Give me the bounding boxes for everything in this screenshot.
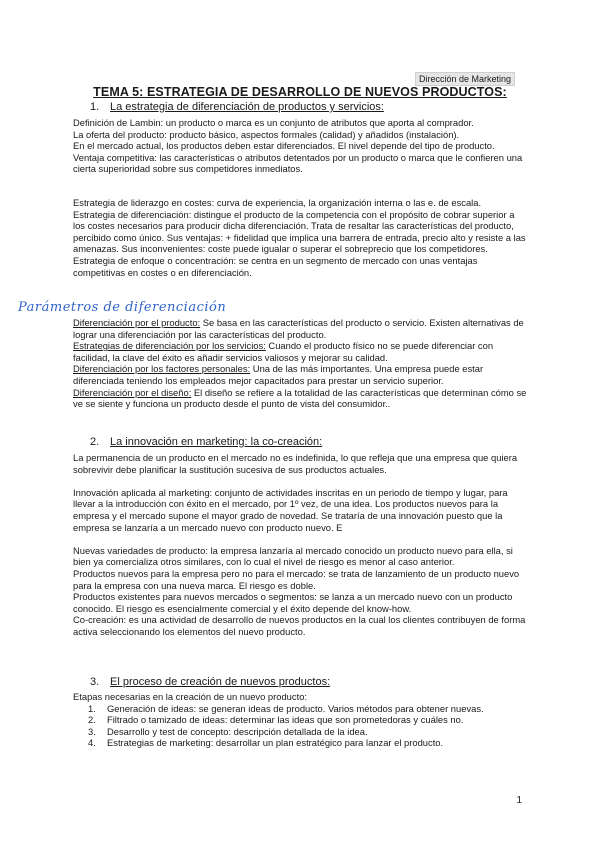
paragraph: Innovación aplicada al marketing: conjunto de actividades inscritas en un periodo de tiempo y lugar, para llevar a la introducción con éxito en el mercado, por 1º vez, de una idea. Los productos nuevos para la empresa y el mercado supone el mayor grado de novedad. Se trataría de una innovación puesto que la empresa se lanzaría a un mercado nuevo con producto nuevo. E <box>73 486 508 533</box>
section-3-body <box>73 691 528 749</box>
section-3-heading <box>90 676 330 688</box>
section-2-title: La innovación en marketing: la co-creación: <box>110 436 323 448</box>
parameter-item <box>73 317 528 340</box>
step-number: 2. <box>88 714 96 726</box>
paragraph: Productos existentes para nuevos mercados o segmentos: se lanza a un mercado nuevo con un producto conocido. El riesgo es esencialmente comercial y el éxito depende del know-how. <box>73 591 513 614</box>
step-number: 1. <box>88 702 96 714</box>
list-item <box>73 737 528 749</box>
paragraph: Etapas necesarias en la creación de un nuevo producto: <box>73 691 308 702</box>
parameter-term: Diferenciación por los factores personales: <box>73 363 251 375</box>
section-3-title: El proceso de creación de nuevos productos: <box>110 676 331 688</box>
parameter-term: Diferenciación por el producto: <box>73 317 201 328</box>
steps-list <box>73 703 528 749</box>
section-3-number: 3. <box>90 676 100 688</box>
parameter-term: Diferenciación por el diseño: <box>73 386 192 398</box>
section-1-strategies <box>73 197 528 278</box>
paragraph: Estrategia de liderazgo en costes: curva de experiencia, la organización interna o las e. de escala. <box>73 197 482 208</box>
paragraph: Nuevas variedades de producto: la empresa lanzaría al mercado conocido un producto nuevo para ella, si bien ya comercializa otros similares, con lo cual el nivel de riesgo es menor al caso anterior. <box>73 544 513 568</box>
paragraph: La oferta del producto: producto básico, aspectos formales (calidad) y añadidos (instalación). <box>73 128 460 140</box>
page-number: 1 <box>516 795 522 806</box>
list-item <box>73 714 528 726</box>
paragraph: Productos nuevos para la empresa pero no para el mercado: se trata de lanzamiento de un producto nuevo para la empresa con una nueva marca. El riesgo es doble. <box>73 567 520 591</box>
step-text: Estrategias de marketing: desarrollar un plan estratégico para lanzar el producto. <box>107 737 444 749</box>
section-1-parameters <box>73 317 528 410</box>
parameter-text: El diseño se refiere a la totalidad de las características que determinan cómo se ve se siente y funciona un producto desde el punto de vista del consumidor.. <box>73 386 527 410</box>
paragraph: La permanencia de un producto en el mercado no es indefinida, lo que refleja que una empresa que quiera sobrevivir debe planificar la sustitución sucesiva de sus productos actuales. <box>73 452 518 475</box>
parameter-item <box>73 363 528 386</box>
section-1-title: La estrategia de diferenciación de productos y servicios: <box>110 101 384 113</box>
list-item <box>73 726 528 738</box>
paragraph: Co-creación: es una actividad de desarrollo de nuevos productos en la cual los clientes contribuyen de forma activa seleccionando los elementos del nuevo producto. <box>73 614 526 637</box>
step-number: 4. <box>88 737 96 749</box>
list-item <box>73 703 528 715</box>
section-2-body <box>73 452 528 638</box>
paragraph: En el mercado actual, los productos deben estar diferenciados. El nivel depende del tipo de producto. <box>73 140 495 152</box>
parameter-text: Cuando el producto físico no se puede diferenciar con facilidad, la clave del éxito es añadir servicios valiosos y mejorar su calidad. <box>73 340 494 363</box>
page-title: TEMA 5: ESTRATEGIA DE DESARROLLO DE NUEVOS PRODUCTOS: <box>93 85 507 99</box>
parameter-term: Estrategias de diferenciación por los servicios: <box>73 340 266 352</box>
section-1-intro <box>73 117 528 175</box>
step-text: Desarrollo y test de concepto: descripción detallada de la idea. <box>107 725 368 737</box>
parameter-item <box>73 387 528 410</box>
course-tag: Dirección de Marketing <box>415 72 515 86</box>
section-1-heading <box>90 101 384 113</box>
section-1-number: 1. <box>90 101 100 113</box>
parameter-text: Se basa en las características del producto o servicio. Existen alternativas de lograr una diferenciación por las características del producto. <box>73 317 524 340</box>
step-text: Filtrado o tamizado de ideas: determinar las ideas que son prometedoras y cuáles no. <box>107 714 464 726</box>
paragraph: Definición de Lambin: un producto o marca es un conjunto de atributos que aporta al comprador. <box>73 117 474 128</box>
section-2-number: 2. <box>90 436 100 448</box>
parameter-item <box>73 340 528 363</box>
paragraph: Ventaja competitiva: las características o atributos detentados por un producto o marca que le confieren una cierta superioridad sobre sus competidores inmediatos. <box>73 151 523 175</box>
section-2-heading <box>90 436 322 448</box>
paragraph: Estrategia de enfoque o concentración: se centra en un segmento de mercado con unas ventajas competitivas en costes o en diferenciación. <box>73 254 478 278</box>
parameter-text: Una de las más importantes. Una empresa puede estar diferenciada teniendo los empleados mejor capacitados para prestar un servicio superior. <box>73 363 484 386</box>
step-text: Generación de ideas: se generan ideas de producto. Varios métodos para obtener nuevas. <box>107 702 484 714</box>
handwritten-note: Parámetros de diferenciación <box>18 300 227 315</box>
paragraph: Estrategia de diferenciación: distingue el producto de la competencia con el propósito de cobrar superior a los costes necesarios para producir dicha diferenciación. Trata de resaltar las características del producto, percibido como único. Sus ventajas: + fidelidad que implica una barrera de entrada, precio alto y resiste a las amenazas. Sus inconvenientes: coste puede igualar o superar el sobreprecio que los competidores. <box>73 208 526 255</box>
step-number: 3. <box>88 725 96 737</box>
